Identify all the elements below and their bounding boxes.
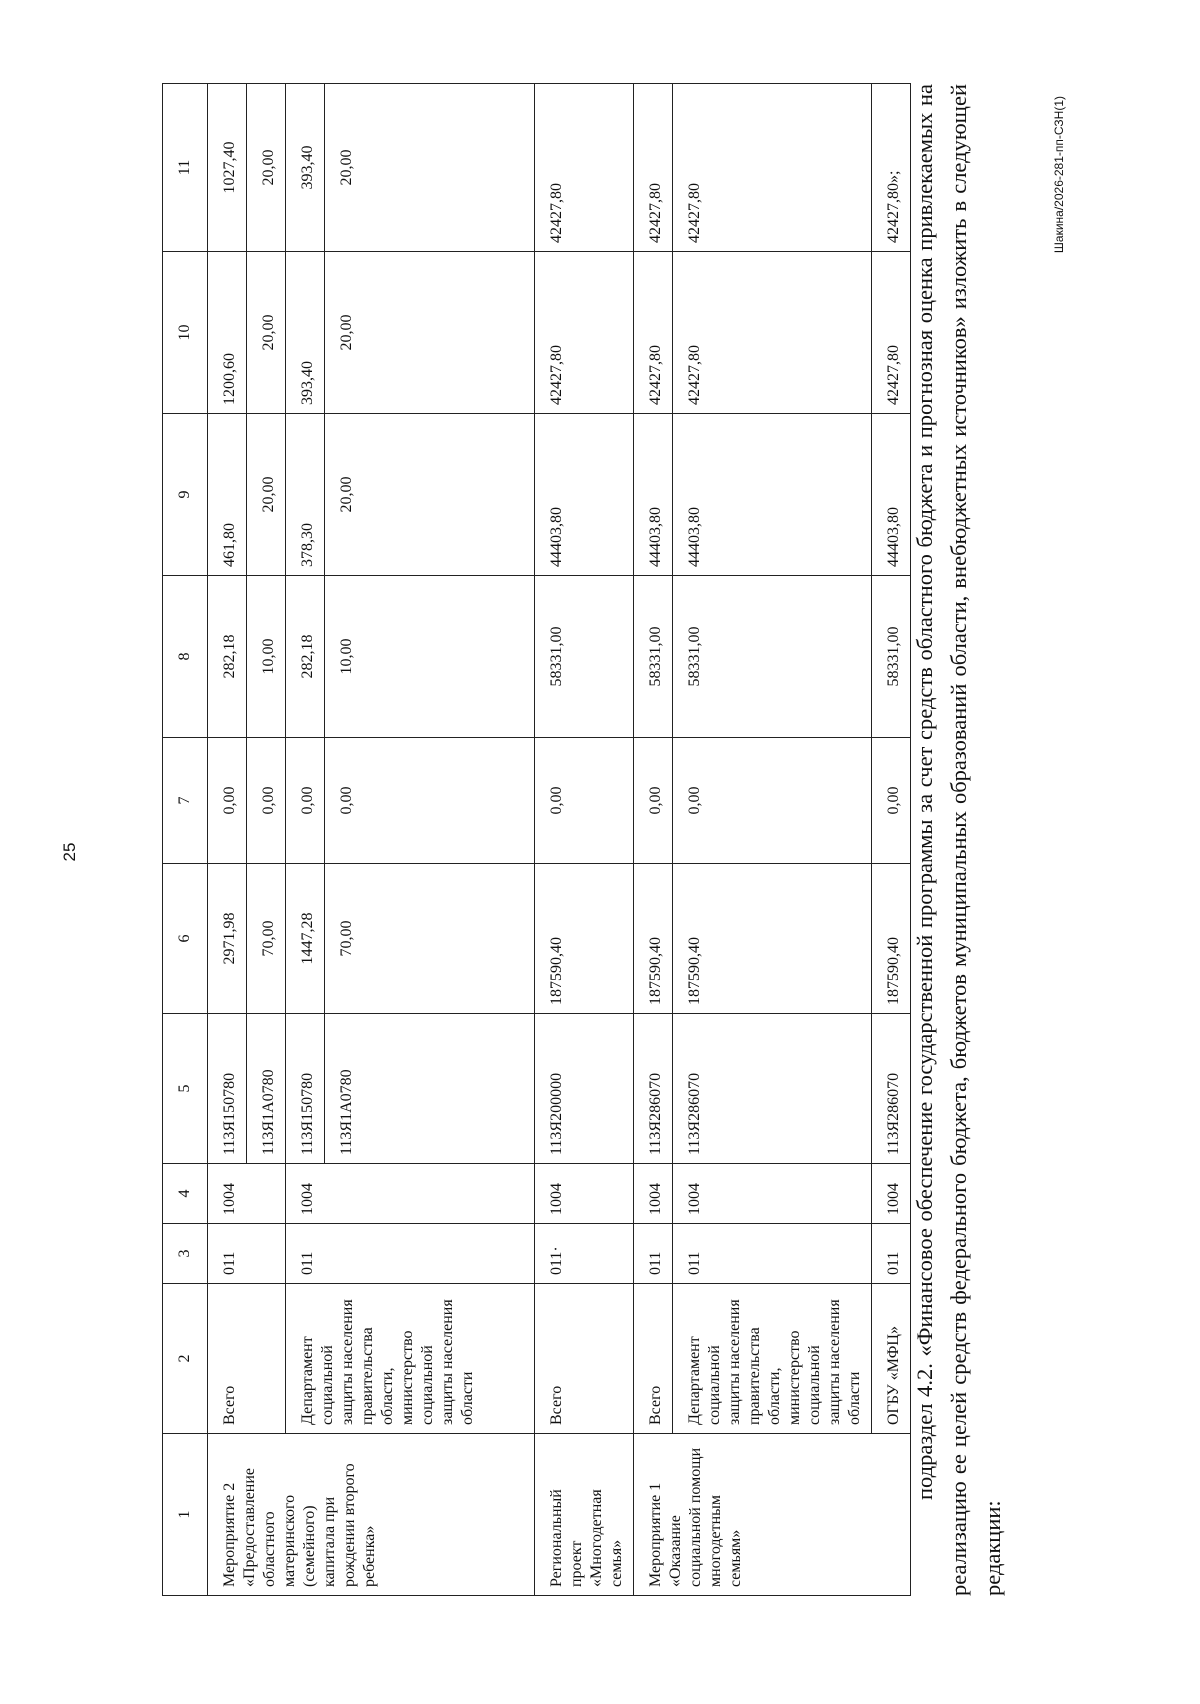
table-cell: 2971,98 xyxy=(208,864,247,1014)
table-cell: 011 xyxy=(208,1224,286,1284)
table-cell: 187590,40 xyxy=(634,864,673,1014)
table-cell: 0,00 xyxy=(673,738,872,864)
table-cell: 42427,80 xyxy=(634,252,673,414)
table-cell: 10,00 xyxy=(325,576,535,738)
table-cell: 70,00 xyxy=(247,864,286,1014)
table-cell: 20,00 xyxy=(325,252,535,414)
table-row xyxy=(673,84,872,1596)
table-row xyxy=(286,84,325,1596)
table-cell: 10,00 xyxy=(247,576,286,738)
table-cell: 393,40 xyxy=(286,252,325,414)
table-cell: 44403,80 xyxy=(634,414,673,576)
table-cell: 1200,60 xyxy=(208,252,247,414)
table-cell: 20,00 xyxy=(247,252,286,414)
table-cell: 58331,00 xyxy=(634,576,673,738)
table-cell: 42427,80 xyxy=(673,84,872,252)
table-cell: 378,30 xyxy=(286,414,325,576)
table-row xyxy=(535,84,634,1596)
table-row xyxy=(208,84,247,1596)
table-cell: Департамент социальной защиты населения правительства области, министерство социальной защиты населения области xyxy=(286,1284,535,1434)
table-cell: 70,00 xyxy=(325,864,535,1014)
table-cell: 1004 xyxy=(673,1164,872,1224)
table-cell: 113Я150780 xyxy=(208,1014,247,1164)
table-cell: Всего xyxy=(208,1284,286,1434)
table-cell: 011· xyxy=(535,1224,634,1284)
table-cell: Всего xyxy=(634,1284,673,1434)
table-row xyxy=(634,84,673,1596)
header-cell: 8 xyxy=(163,576,208,738)
table-cell: 0,00 xyxy=(247,738,286,864)
table-cell: 42427,80 xyxy=(535,252,634,414)
table-cell: 1447,28 xyxy=(286,864,325,1014)
table-cell: 0,00 xyxy=(208,738,247,864)
table-cell: 1004 xyxy=(535,1164,634,1224)
table-cell: Региональный проект «Многодетная семья» xyxy=(535,1434,634,1596)
table-cell: 113Я286070 xyxy=(634,1014,673,1164)
table-cell: 44403,80 xyxy=(872,414,911,576)
table-cell: 20,00 xyxy=(247,84,286,252)
table-cell: 42427,80 xyxy=(634,84,673,252)
table-cell: 1004 xyxy=(286,1164,535,1224)
table-cell: 011 xyxy=(673,1224,872,1284)
table-cell: 0,00 xyxy=(872,738,911,864)
table-cell: 1004 xyxy=(872,1164,911,1224)
table-cell: 44403,80 xyxy=(673,414,872,576)
table-cell: 1004 xyxy=(634,1164,673,1224)
table-cell: 011 xyxy=(634,1224,673,1284)
table-cell: 011 xyxy=(286,1224,535,1284)
header-cell: 11 xyxy=(163,84,208,252)
table-cell: 44403,80 xyxy=(535,414,634,576)
section-caption xyxy=(908,84,1010,1596)
table-cell: 42427,80 xyxy=(673,252,872,414)
table-cell: Мероприятие 2 «Предоставление областного материнского (семейного) капитала при рождении второго ребенка» xyxy=(208,1434,535,1596)
table-cell: 187590,40 xyxy=(673,864,872,1014)
table-cell: Департамент социальной защиты населения правительства области, министерство социальной защиты населения области xyxy=(673,1284,872,1434)
table-cell: 20,00 xyxy=(325,84,535,252)
header-cell: 4 xyxy=(163,1164,208,1224)
table-cell: 113Я1А0780 xyxy=(247,1014,286,1164)
table-cell: 0,00 xyxy=(325,738,535,864)
table-cell: 113Я1А0780 xyxy=(325,1014,535,1164)
table-cell: 0,00 xyxy=(286,738,325,864)
header-cell: 9 xyxy=(163,414,208,576)
table-cell: 58331,00 xyxy=(673,576,872,738)
table-cell: 282,18 xyxy=(208,576,247,738)
table-cell: 0,00 xyxy=(634,738,673,864)
footer-document-code: Шакина/2026-281-пп-СЗН(1) xyxy=(1052,96,1066,254)
table-cell: 42427,80 xyxy=(535,84,634,252)
header-cell: 10 xyxy=(163,252,208,414)
table-cell: Мероприятие 1 «Оказание социальной помощи многодетным семьям» xyxy=(634,1434,911,1596)
table-cell: 393,40 xyxy=(286,84,325,252)
caption-text: подраздел 4.2. «Финансовое обеспечение государственной программы за счет средств областного бюджета и прогнозная оценка привлекаемых на реализацию ее целей средств федерального бюджета, бюджетов муниципальных образований области, внебюджетных источников» изложить в следующей редакции: xyxy=(912,84,1005,1596)
table-cell: ОГБУ «МФЦ» xyxy=(872,1284,911,1434)
table-cell: 1004 xyxy=(208,1164,286,1224)
table-header-row xyxy=(163,84,208,1596)
header-cell: 6 xyxy=(163,864,208,1014)
table-cell: 187590,40 xyxy=(535,864,634,1014)
table-cell: 011 xyxy=(872,1224,911,1284)
table-cell: 58331,00 xyxy=(872,576,911,738)
table-cell: 1027,40 xyxy=(208,84,247,252)
table-cell: 20,00 xyxy=(247,414,286,576)
table-cell: 282,18 xyxy=(286,576,325,738)
page-number: 25 xyxy=(60,842,79,862)
table-cell: Всего xyxy=(535,1284,634,1434)
table-cell: 187590,40 xyxy=(872,864,911,1014)
header-cell: 7 xyxy=(163,738,208,864)
header-cell: 3 xyxy=(163,1224,208,1284)
table-cell: 42427,80 xyxy=(872,252,911,414)
table-cell: 58331,00 xyxy=(535,576,634,738)
header-cell: 5 xyxy=(163,1014,208,1164)
table-cell: 20,00 xyxy=(325,414,535,576)
header-cell: 2 xyxy=(163,1284,208,1434)
table-cell: 42427,80»; xyxy=(872,84,911,252)
table-cell: 113Я286070 xyxy=(872,1014,911,1164)
table-cell: 461,80 xyxy=(208,414,247,576)
table-cell: 113Я150780 xyxy=(286,1014,325,1164)
header-cell: 1 xyxy=(163,1434,208,1596)
table-cell: 113Я286070 xyxy=(673,1014,872,1164)
table-cell: 113Я200000 xyxy=(535,1014,634,1164)
table-row xyxy=(872,84,911,1596)
table-cell: 0,00 xyxy=(535,738,634,864)
financing-table xyxy=(162,83,911,1596)
